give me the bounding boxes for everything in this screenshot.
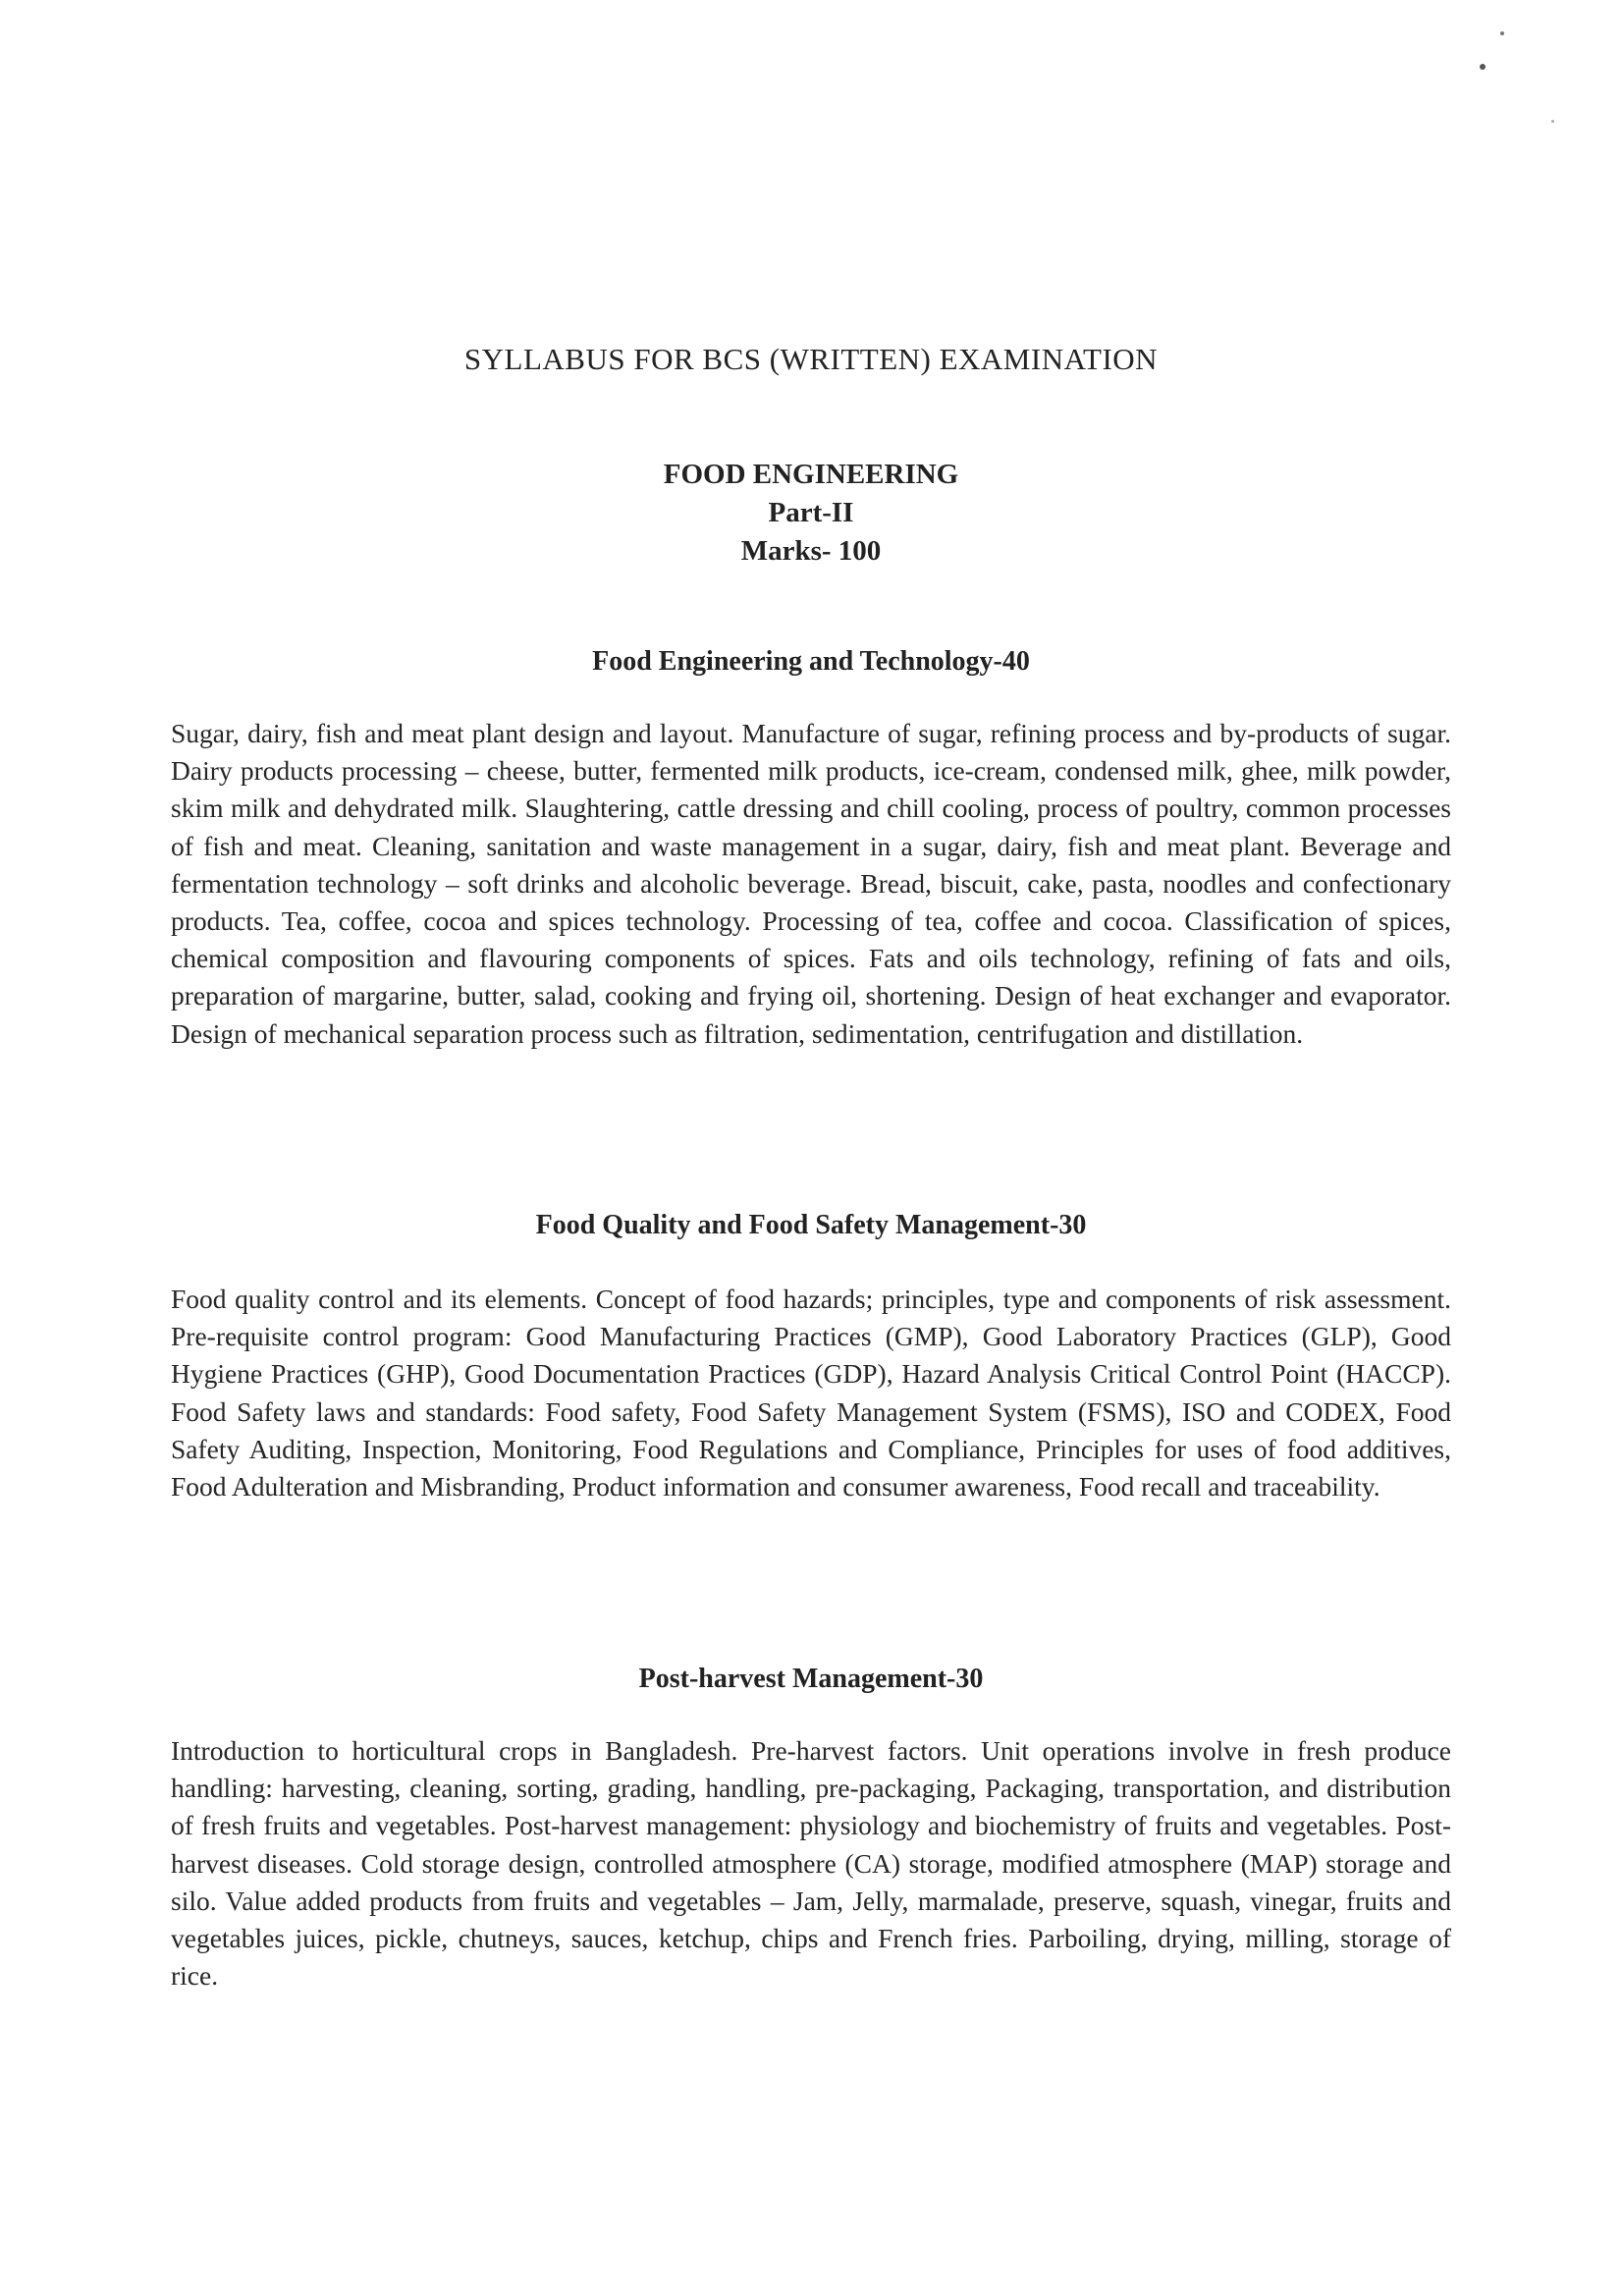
scan-speck	[1500, 31, 1504, 35]
section-heading-food-quality: Food Quality and Food Safety Management-30	[535, 1210, 1087, 1240]
section-body-food-quality: Food quality control and its elements. Concept of food hazards; principles, type and components of risk assessment. Pre-requisite control program: Good Manufacturing Practices (GMP), Good Laboratory Practices (GLP), Good Hygiene Practices (GHP), Good Documentation Practices (GDP), Hazard Analysis Critical Control Point (HACCP). Food Safety laws and standards: Food safety, Food Safety Management System (FSMS), ISO and CODEX, Food Safety Auditing, Inspection, Monitoring, Food Regulations and Compliance, Principles for uses of food additives, Food Adulteration and Misbranding, Product information and consumer awareness, Food recall and traceability.	[171, 1284, 1451, 1503]
section-heading-food-engineering: Food Engineering and Technology-40	[592, 646, 1030, 677]
scan-speck	[1480, 64, 1486, 70]
subject-header	[0, 456, 1622, 571]
section-body-food-engineering: Sugar, dairy, fish and meat plant design and layout. Manufacture of sugar, refining process and by-products of sugar. Dairy products processing – cheese, butter, fermented milk products, ice-cream, condensed milk, ghee, milk powder, skim milk and dehydrated milk. Slaughtering, cattle dressing and chill cooling, process of poultry, common processes of fish and meat. Cleaning, sanitation and waste management in a sugar, dairy, fish and meat plant. Beverage and fermentation technology – soft drinks and alcoholic beverage. Bread, biscuit, cake, pasta, noodles and confectionary products. Tea, coffee, cocoa and spices technology. Processing of tea, coffee and cocoa. Classification of spices, chemical composition and flavouring components of spices. Fats and oils technology, refining of fats and oils, preparation of margarine, butter, salad, cooking and frying oil, shortening. Design of heat exchanger and evaporator. Design of mechanical separation process such as filtration, sedimentation, centrifugation and distillation.	[171, 718, 1451, 1049]
scan-speck	[1551, 120, 1554, 123]
marks-label: Marks- 100	[740, 535, 882, 567]
part-label: Part-II	[768, 497, 854, 528]
section-body-post-harvest: Introduction to horticultural crops in Bangladesh. Pre-harvest factors. Unit operations involve in fresh produce handling: harvesting, cleaning, sorting, grading, handling, pre-packaging, Packaging, transportation, and distribution of fresh fruits and vegetables. Post-harvest management: physiology and biochemistry of fruits and vegetables. Post-harvest diseases. Cold storage design, controlled atmosphere (CA) storage, modified atmosphere (MAP) storage and silo. Value added products from fruits and vegetables – Jam, Jelly, marmalade, preserve, squash, vinegar, fruits and vegetables juices, pickle, chutneys, sauces, ketchup, chips and French fries. Parboiling, drying, milling, storage of rice.	[171, 1735, 1451, 1992]
subject-name: FOOD ENGINEERING	[663, 459, 959, 490]
section-heading-post-harvest: Post-harvest Management-30	[638, 1664, 984, 1694]
document-title: SYLLABUS FOR BCS (WRITTEN) EXAMINATION	[463, 342, 1159, 376]
